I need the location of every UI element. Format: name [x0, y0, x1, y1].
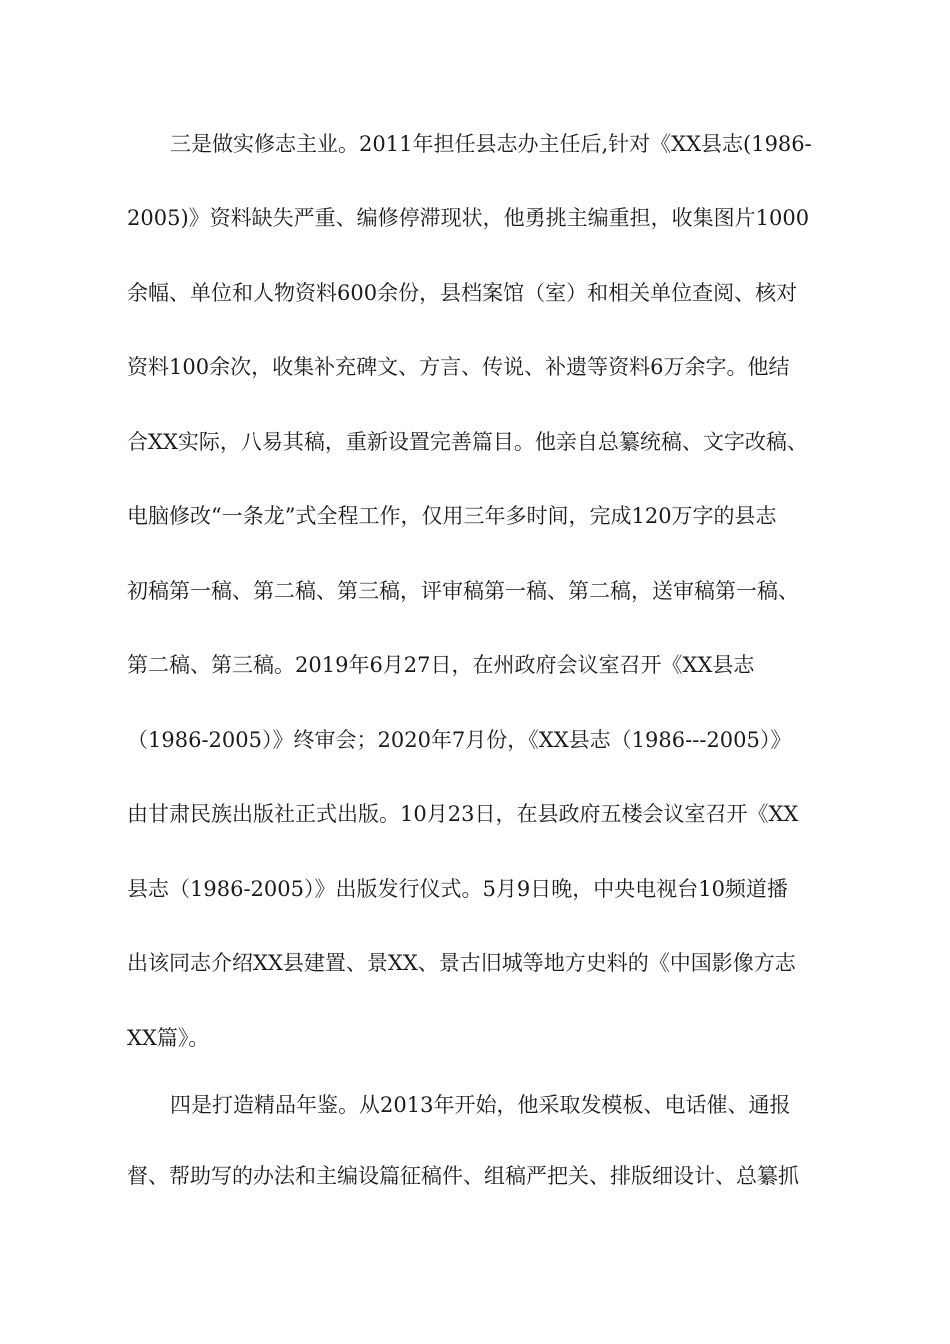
- paragraph-line: 第二稿、第三稿。2019年6月27日，在州政府会议室召开《XX县志: [127, 653, 755, 677]
- paragraph-line: XX篇》。: [127, 1026, 210, 1050]
- paragraph-line: 初稿第一稿、第二稿、第三稿，评审稿第一稿、第二稿，送审稿第一稿、: [127, 579, 799, 603]
- paragraph-line: （1986-2005）》终审会；2020年7月份，《XX县志（1986---2005）》: [127, 728, 792, 752]
- paragraph-line: 余幅、单位和人物资料600余份，县档案馆（室）和相关单位查阅、核对: [127, 281, 798, 305]
- paragraph-line: 2005)》资料缺失严重、编修停滞现状，他勇挑主编重担，收集图片1000: [127, 206, 810, 230]
- paragraph-line: 督、帮助写的办法和主编设篇征稿件、组稿严把关、排版细设计、总纂抓: [127, 1164, 799, 1188]
- paragraph-line: 出该同志介绍XX县建置、景XX、景古旧城等地方史料的《中国影像方志: [127, 951, 796, 975]
- paragraph-line: 资料100余次，收集补充碑文、方言、传说、补遗等资料6万余字。他结: [127, 355, 790, 379]
- paragraph-line: 四是打造精品年鉴。从2013年开始，他采取发模板、电话催、通报: [170, 1093, 791, 1117]
- paragraph-line: 三是做实修志主业。2011年担任县志办主任后,针对《XX县志(1986-: [170, 132, 812, 156]
- paragraph-line: 由甘肃民族出版社正式出版。10月23日，在县政府五楼会议室召开《XX: [127, 802, 799, 826]
- paragraph-line: 县志（1986-2005）》出版发行仪式。5月9日晚，中央电视台10频道播: [127, 877, 788, 901]
- paragraph-line: 合XX实际，八易其稿，重新设置完善篇目。他亲自总纂统稿、文字改稿、: [127, 430, 808, 454]
- paragraph-line: 电脑修改“一条龙”式全程工作，仅用三年多时间，完成120万字的县志: [127, 504, 777, 528]
